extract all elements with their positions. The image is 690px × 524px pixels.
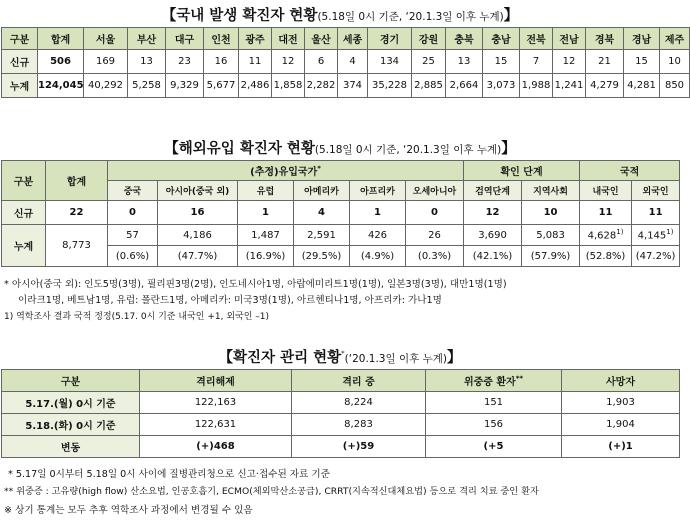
management-row <box>2 414 680 436</box>
domestic-title <box>0 4 680 25</box>
domestic-header: 부산 <box>128 28 166 50</box>
management-title-main: 【확진자 관리 현황 <box>218 350 342 366</box>
domestic-header: 대전 <box>272 28 305 50</box>
overseas-new-cell: 1 <box>350 201 406 225</box>
management-cell: 1,904 <box>562 414 680 436</box>
overseas-header-country-text: (추정)유입국가 <box>250 167 318 178</box>
domestic-new-cell: 4 <box>338 50 368 74</box>
overseas-title <box>0 137 680 158</box>
management-cell: 122,163 <box>140 392 292 414</box>
overseas-header-row-1 <box>2 161 680 181</box>
overseas-pct-cell: (52.8%) <box>580 246 632 267</box>
management-header: 사망자 <box>562 370 680 392</box>
overseas-new-total: 22 <box>46 201 108 225</box>
overseas-cum-cell: 426 <box>350 225 406 246</box>
domestic-new-label: 신규 <box>2 50 38 74</box>
domestic-header: 광주 <box>239 28 272 50</box>
overseas-header-total: 합계 <box>46 161 108 201</box>
domestic-cum-cell: 2,282 <box>305 74 338 98</box>
domestic-cum-cell: 4,279 <box>586 74 624 98</box>
domestic-header-row <box>2 28 690 50</box>
management-cell: 151 <box>426 392 562 414</box>
domestic-header: 세종 <box>338 28 368 50</box>
overseas-new-cell: 4 <box>294 201 350 225</box>
domestic-new-cell: 10 <box>660 50 690 74</box>
overseas-pct-cell: (42.1%) <box>464 246 522 267</box>
management-table <box>1 369 680 458</box>
domestic-new-cell: 12 <box>553 50 586 74</box>
domestic-header: 경남 <box>624 28 660 50</box>
domestic-new-row <box>2 50 690 74</box>
overseas-pct-cell: (0.6%) <box>108 246 158 267</box>
management-header-row <box>2 370 680 392</box>
overseas-cum-cell: 5,083 <box>522 225 580 246</box>
domestic-new-cell: 15 <box>624 50 660 74</box>
domestic-new-cell: 6 <box>305 50 338 74</box>
domestic-cum-cell: 2,486 <box>239 74 272 98</box>
overseas-title-main: 【해외유입 확진자 현황 <box>164 141 315 157</box>
domestic-new-cell: 11 <box>239 50 272 74</box>
domestic-header: 합계 <box>38 28 84 50</box>
overseas-header-country-mark: * <box>317 164 321 173</box>
management-header: 구분 <box>2 370 140 392</box>
overseas-pct-cell: (16.9%) <box>238 246 294 267</box>
domestic-cum-cell: 374 <box>338 74 368 98</box>
overseas-cum-label: 누계 <box>2 225 46 267</box>
overseas-pct-cell: (4.9%) <box>350 246 406 267</box>
management-note-1: * 5.17일 0시부터 5.18일 0시 사이에 질병관리청으로 신고·접수된 자료 기준 <box>8 469 330 480</box>
domestic-header: 구분 <box>2 28 38 50</box>
management-row-label: 5.17.(월) 0시 기준 <box>2 392 140 414</box>
domestic-new-cell: 13 <box>446 50 483 74</box>
overseas-note-1: * 아시아(중국 외): 인도5명(3명), 필리핀3명(2명), 인도네시아1명, 아랍에미리트1명(1명), 일본3명(3명), 대만1명(1명) <box>4 279 507 290</box>
management-cell: 8,283 <box>292 414 426 436</box>
domestic-cum-cell: 9,329 <box>166 74 204 98</box>
domestic-new-cell: 13 <box>128 50 166 74</box>
overseas-new-cell: 10 <box>522 201 580 225</box>
overseas-new-cell: 12 <box>464 201 522 225</box>
overseas-subheader: 유럽 <box>238 181 294 201</box>
domestic-cum-cell: 1,858 <box>272 74 305 98</box>
management-note-3: ※ 상기 통계는 모두 추후 역학조사 과정에서 변경될 수 있음 <box>4 505 253 516</box>
management-change-cell: (+)59 <box>292 436 426 458</box>
overseas-subheader: 아시아(중국 외) <box>158 181 238 201</box>
domestic-title-sub: (5.18일 0시 기준, ‘20.1.3일 이후 누계) <box>317 11 504 23</box>
domestic-header: 대구 <box>166 28 204 50</box>
overseas-subheader: 내국인 <box>580 181 632 201</box>
domestic-new-cell: 134 <box>368 50 412 74</box>
management-cell: 8,224 <box>292 392 426 414</box>
overseas-cum-cell: 3,690 <box>464 225 522 246</box>
management-change-label: 변동 <box>2 436 140 458</box>
domestic-header: 서울 <box>84 28 128 50</box>
management-cell: 156 <box>426 414 562 436</box>
overseas-title-sub: (5.18일 0시 기준, ‘20.1.3일 이후 누계) <box>314 144 502 156</box>
domestic-header: 경북 <box>586 28 624 50</box>
management-cell: 1,903 <box>562 392 680 414</box>
domestic-header: 울산 <box>305 28 338 50</box>
domestic-cum-cell: 2,664 <box>446 74 483 98</box>
domestic-cum-cell: 124,045 <box>38 74 84 98</box>
domestic-cum-cell: 5,258 <box>128 74 166 98</box>
overseas-cum-cell: 26 <box>406 225 464 246</box>
overseas-pct-cell: (0.3%) <box>406 246 464 267</box>
domestic-new-cell: 169 <box>84 50 128 74</box>
domestic-cum-row <box>2 74 690 98</box>
domestic-cum-label: 누계 <box>2 74 38 98</box>
management-header: 격리 중 <box>292 370 426 392</box>
overseas-note-3: 1) 역학조사 결과 국적 정정(5.17. 0시 기준 내국인 +1, 외국인 –1) <box>4 312 270 322</box>
overseas-cum-foreign-value: 4,145 <box>637 230 667 242</box>
domestic-cum-cell: 35,228 <box>368 74 412 98</box>
overseas-new-row <box>2 201 680 225</box>
management-title-mark: * <box>341 349 345 358</box>
management-change-row <box>2 436 680 458</box>
domestic-new-cell: 12 <box>272 50 305 74</box>
domestic-cum-cell: 3,073 <box>483 74 520 98</box>
domestic-header: 충북 <box>446 28 483 50</box>
overseas-header-country <box>108 161 464 181</box>
overseas-cum-cell <box>580 225 632 246</box>
domestic-new-cell: 23 <box>166 50 204 74</box>
overseas-header-nation: 국적 <box>580 161 680 181</box>
overseas-cum-footnote-mark: 1) <box>616 228 624 237</box>
management-change-cell: (+)1 <box>562 436 680 458</box>
domestic-new-cell: 7 <box>520 50 553 74</box>
management-title-sub: (‘20.1.3일 이후 누계) <box>344 353 447 365</box>
domestic-header: 인천 <box>204 28 239 50</box>
overseas-subheader: 검역단계 <box>464 181 522 201</box>
domestic-cum-cell: 40,292 <box>84 74 128 98</box>
overseas-cum-cell: 57 <box>108 225 158 246</box>
overseas-cum-cell <box>632 225 680 246</box>
domestic-cum-cell: 1,988 <box>520 74 553 98</box>
overseas-subheader: 아프리카 <box>350 181 406 201</box>
domestic-new-cell: 15 <box>483 50 520 74</box>
management-change-cell: (+)468 <box>140 436 292 458</box>
overseas-header-confirm: 확인 단계 <box>464 161 580 181</box>
overseas-pct-cell: (57.9%) <box>522 246 580 267</box>
management-title-close: 】 <box>446 350 462 366</box>
domestic-new-cell: 25 <box>412 50 446 74</box>
domestic-cum-cell: 5,677 <box>204 74 239 98</box>
domestic-header: 강원 <box>412 28 446 50</box>
overseas-subheader: 중국 <box>108 181 158 201</box>
overseas-pct-cell: (47.7%) <box>158 246 238 267</box>
management-header-severe-mark: ** <box>515 374 524 383</box>
overseas-pct-cell: (29.5%) <box>294 246 350 267</box>
domestic-header: 전남 <box>553 28 586 50</box>
management-change-cell: (+5 <box>426 436 562 458</box>
domestic-cum-cell: 4,281 <box>624 74 660 98</box>
management-row <box>2 392 680 414</box>
overseas-new-cell: 1 <box>238 201 294 225</box>
overseas-new-cell: 11 <box>632 201 680 225</box>
overseas-new-cell: 0 <box>108 201 158 225</box>
overseas-subheader: 지역사회 <box>522 181 580 201</box>
overseas-new-label: 신규 <box>2 201 46 225</box>
management-row-label: 5.18.(화) 0시 기준 <box>2 414 140 436</box>
domestic-title-main: 【국내 발생 확진자 현황 <box>161 8 318 24</box>
management-header: 격리해제 <box>140 370 292 392</box>
overseas-cum-cell: 4,186 <box>158 225 238 246</box>
overseas-cum-total: 8,773 <box>46 225 108 267</box>
domestic-new-cell: 21 <box>586 50 624 74</box>
management-header <box>426 370 562 392</box>
overseas-header-gubun: 구분 <box>2 161 46 201</box>
domestic-new-cell: 16 <box>204 50 239 74</box>
domestic-header: 전북 <box>520 28 553 50</box>
domestic-cum-cell: 850 <box>660 74 690 98</box>
overseas-cum-cell: 2,591 <box>294 225 350 246</box>
domestic-title-close: 】 <box>503 8 519 24</box>
management-title <box>0 346 680 367</box>
management-note-2: ** 위중증 : 고유량(high flow) 산소요법, 인공호흡기, ECMO(체외막산소공급), CRRT(지속적신대체요법) 등으로 격리 치료 중인 환자 <box>4 486 539 497</box>
overseas-subheader: 외국인 <box>632 181 680 201</box>
overseas-cum-domestic-value: 4,628 <box>587 230 617 242</box>
overseas-note-2: 이라크1명, 베트남1명, 유럽: 폴란드1명, 아메리카: 미국3명(1명), 아르헨티나1명, 아프리카: 가나1명 <box>18 295 442 306</box>
domestic-cum-cell: 2,885 <box>412 74 446 98</box>
domestic-header: 충남 <box>483 28 520 50</box>
overseas-title-close: 】 <box>501 141 516 157</box>
overseas-cum-cell: 1,487 <box>238 225 294 246</box>
domestic-table <box>1 27 690 98</box>
overseas-table <box>1 160 680 267</box>
management-header-severe: 위중증 환자 <box>463 377 516 388</box>
domestic-cum-cell: 1,241 <box>553 74 586 98</box>
overseas-cum-row <box>2 225 680 246</box>
domestic-new-cell: 506 <box>38 50 84 74</box>
overseas-new-cell: 11 <box>580 201 632 225</box>
overseas-new-cell: 16 <box>158 201 238 225</box>
overseas-subheader: 오세아니아 <box>406 181 464 201</box>
overseas-new-cell: 0 <box>406 201 464 225</box>
management-cell: 122,631 <box>140 414 292 436</box>
domestic-header: 제주 <box>660 28 690 50</box>
overseas-subheader: 아메리카 <box>294 181 350 201</box>
domestic-header: 경기 <box>368 28 412 50</box>
overseas-pct-cell: (47.2%) <box>632 246 680 267</box>
overseas-cum-footnote-mark: 1) <box>666 228 674 237</box>
